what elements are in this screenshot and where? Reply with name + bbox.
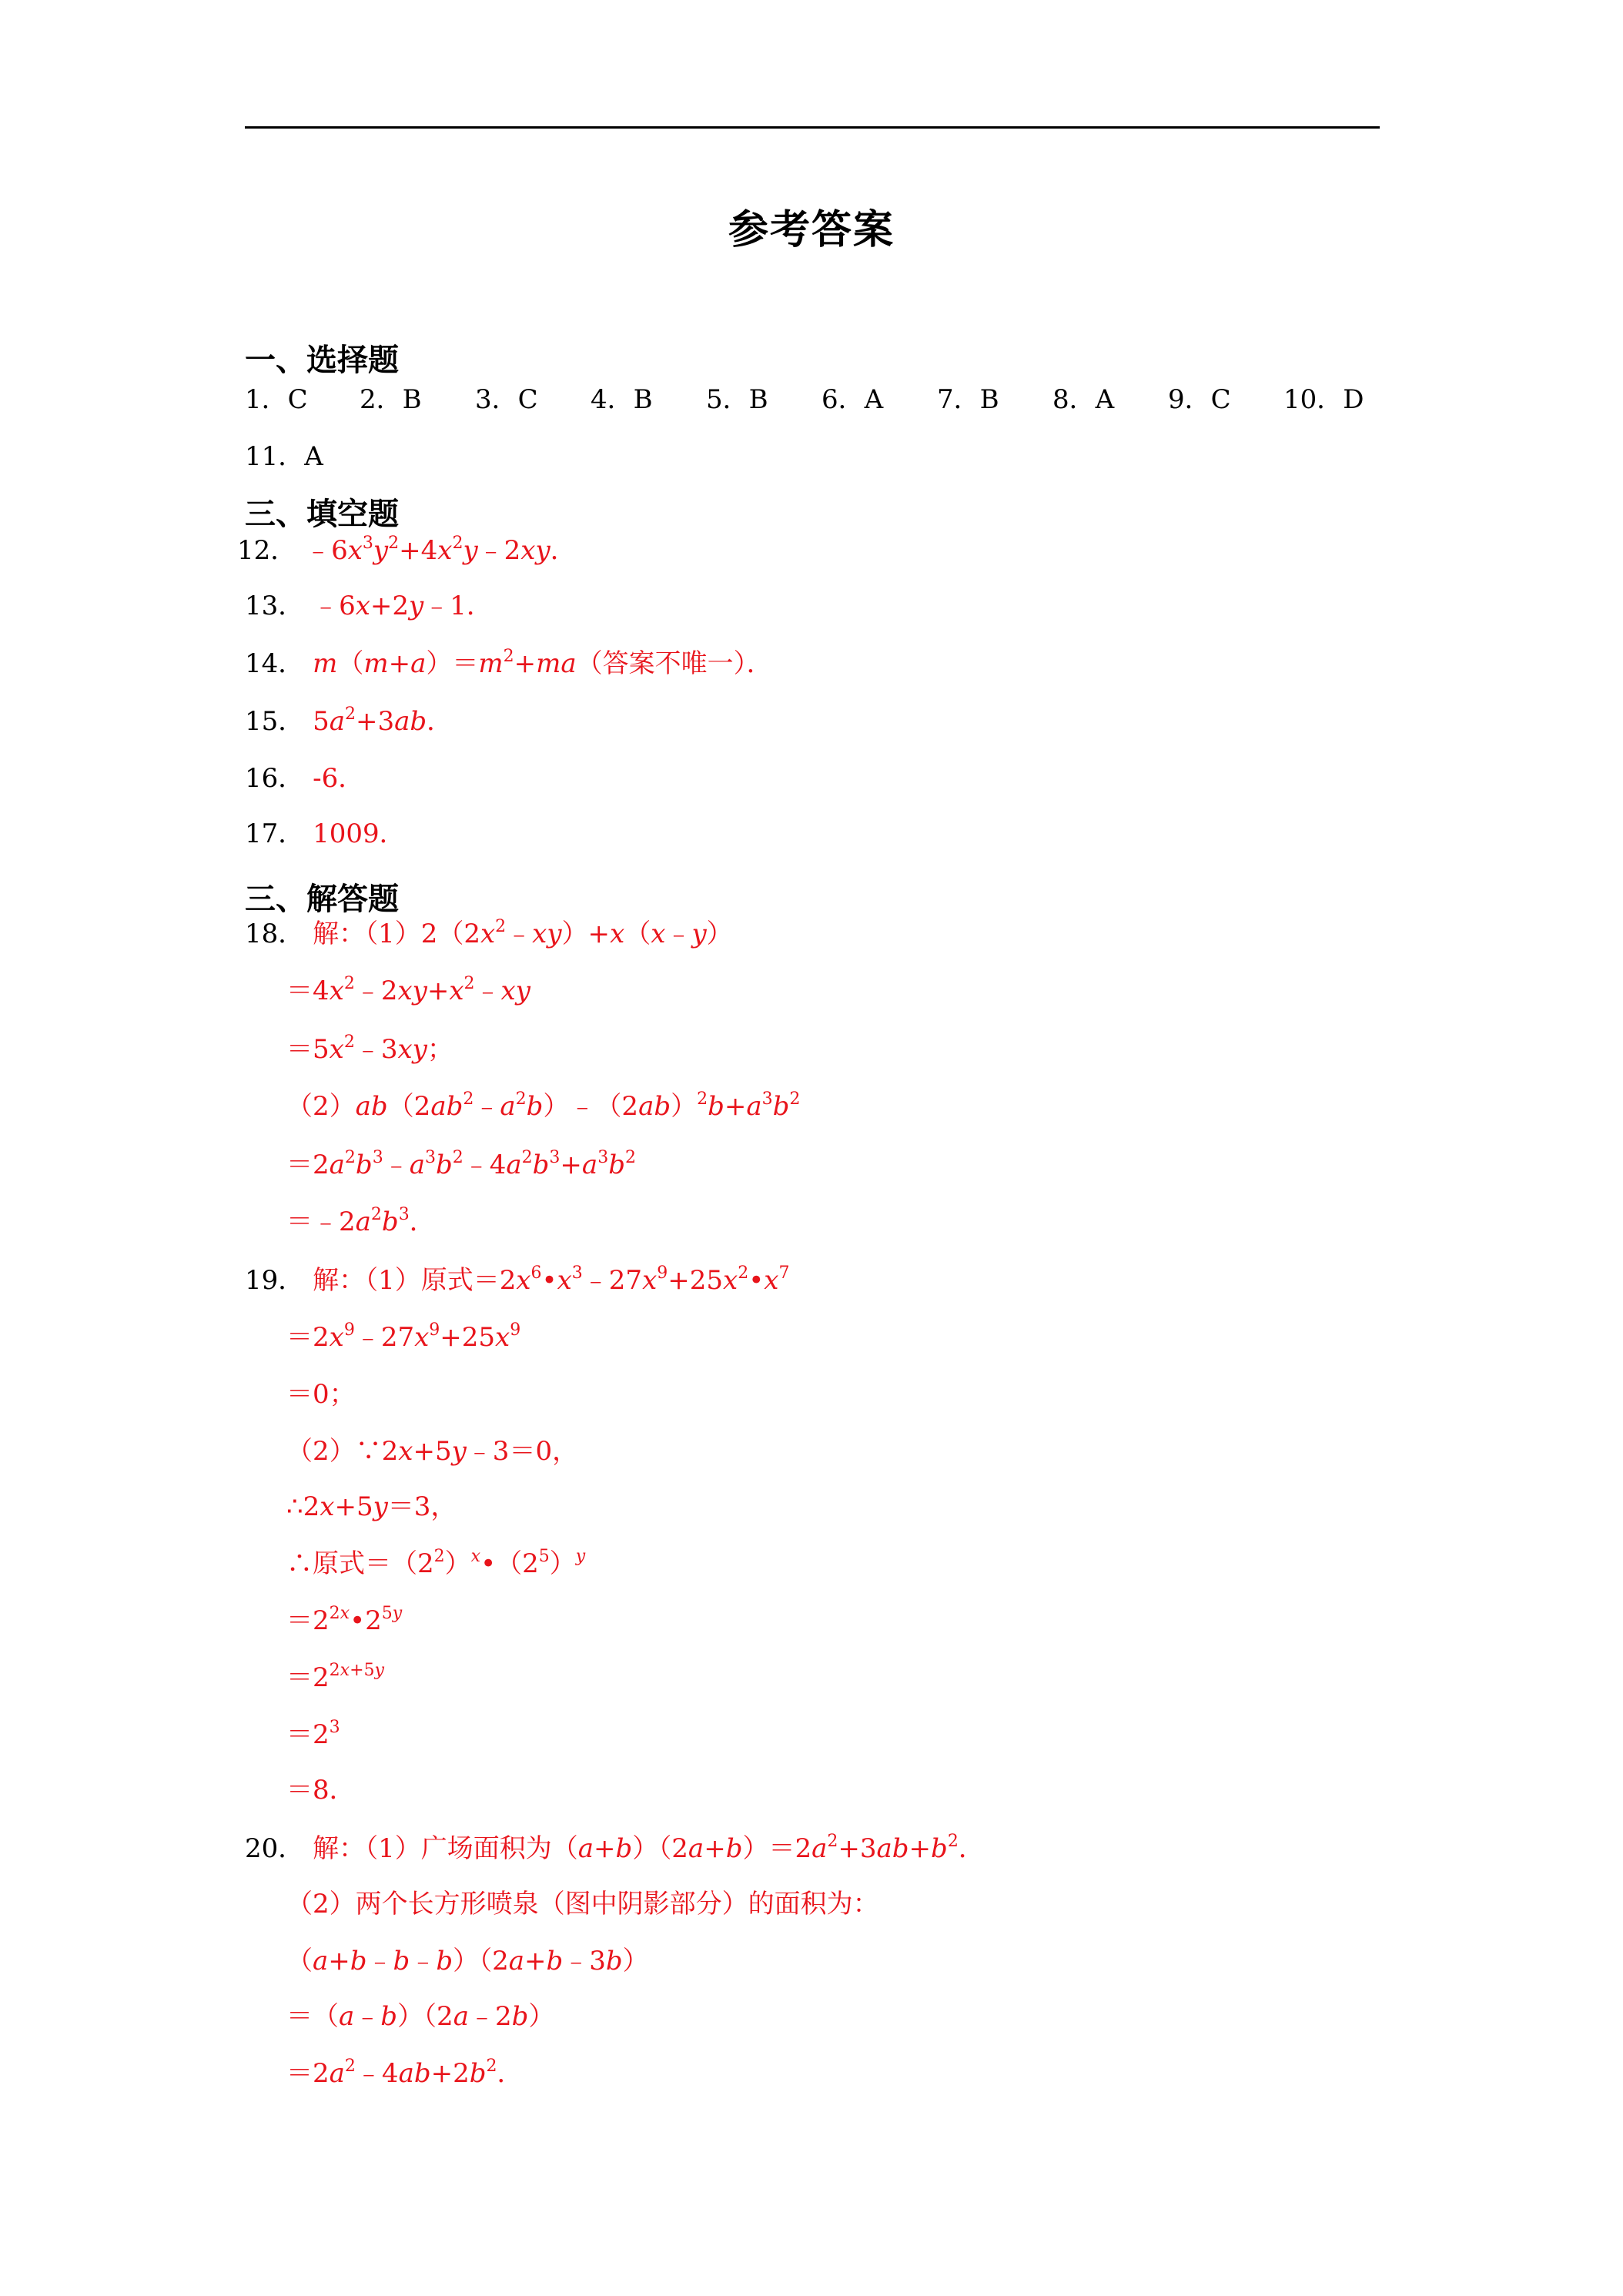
solve-18-line-2: $=4x^2﹣2xy+x^2﹣xy$ [286,974,530,1006]
section-heading-solve: 三、解答题 [245,882,399,917]
solve-19-line-5: ∴2x+5y＝3， [286,1491,457,1522]
choice-answer-9: 9．C [1168,384,1231,415]
solve-19-line-8: $=2^{2x+5y}$ [286,1661,384,1693]
header-rule [245,126,1380,129]
page-title: 参考答案 [728,207,895,253]
choice-answer-11: 11．A [245,441,323,472]
solve-20-line-5: $=2a^2﹣4ab+2b^2$． [286,2057,524,2089]
solve-18-line-1: 18． 解：$(1)2(2x^2﹣xy)+x(x﹣y)$ [245,917,733,949]
fill-answer-13: 13． ﹣6x+2y﹣1． [245,591,493,621]
solve-19-line-3: ＝0； [286,1379,356,1410]
solve-19-line-2: $=2x^9﹣27x^9+25x^9$ [286,1320,521,1353]
solve-19-line-10: ＝8． [286,1775,356,1806]
choice-answer-5: 5．B [706,384,768,415]
fill-answer-17: 17． 1009． [245,818,406,849]
solve-19-line-7: $=2^{2x}•2^{5y}$ [286,1604,403,1636]
solve-18-line-4: $(2)ab(2ab^2﹣a^2b)﹣(2ab)^2b+a^3b^2$ [286,1089,801,1122]
choice-answer-1: 1．C [245,384,308,415]
section-heading-choice: 一、选择题 [245,343,399,378]
choice-answer-3: 3．C [475,384,538,415]
fill-answer-12: 12． $﹣6x^3y^2+4x^2y﹣2xy$． [237,534,577,566]
solve-19-line-4: （2）∵2x+5y﹣3＝0， [286,1436,579,1467]
choice-answer-10: 10．D [1283,384,1364,415]
solve-20-line-1: 20． 解：（1）广场面积为$(a+b)(2a+b)=2a^2+3ab+b^2$． [245,1832,985,1864]
fill-answer-15: 15． $5a^2+3ab$． [245,705,453,737]
solve-20-line-3: （a+b﹣b﹣b）（2a+b﹣3b） [286,1946,649,1976]
fill-answer-16: 16． -6． [245,763,365,794]
choice-answer-7: 7．B [937,384,999,415]
choice-answer-8: 8．A [1052,384,1115,415]
solve-19-line-1: 19． 解：（1）原式$=2x^6•x^3﹣27x^9+25x^2•x^7$ [245,1263,790,1296]
solve-19-line-9: $=2^3$ [286,1718,340,1750]
solve-19-line-6: ∴原式$=(2^2)^x•(2^5)^y$ [286,1547,586,1579]
choice-answer-2: 2．B [360,384,422,415]
solve-18-line-6: $=﹣2a^2b^3$． [286,1205,436,1237]
solve-20-line-4: ＝（a﹣b）（2a﹣2b） [286,2001,555,2032]
solve-20-line-2: （2）两个长方形喷泉（图中阴影部分）的面积为： [286,1889,879,1919]
solve-18-line-5: $=2a^2b^3﹣a^3b^2﹣4a^2b^3+a^3b^2$ [286,1148,636,1180]
section-heading-fill: 三、填空题 [245,497,399,532]
solve-18-line-3: $=5x^2﹣3xy$； [286,1033,453,1065]
choice-answer-6: 6．A [822,384,884,415]
fill-answer-14: 14． $m(m+a)=m^2+ma$（答案不唯一）． [245,647,773,679]
choice-answer-4: 4．B [591,384,653,415]
